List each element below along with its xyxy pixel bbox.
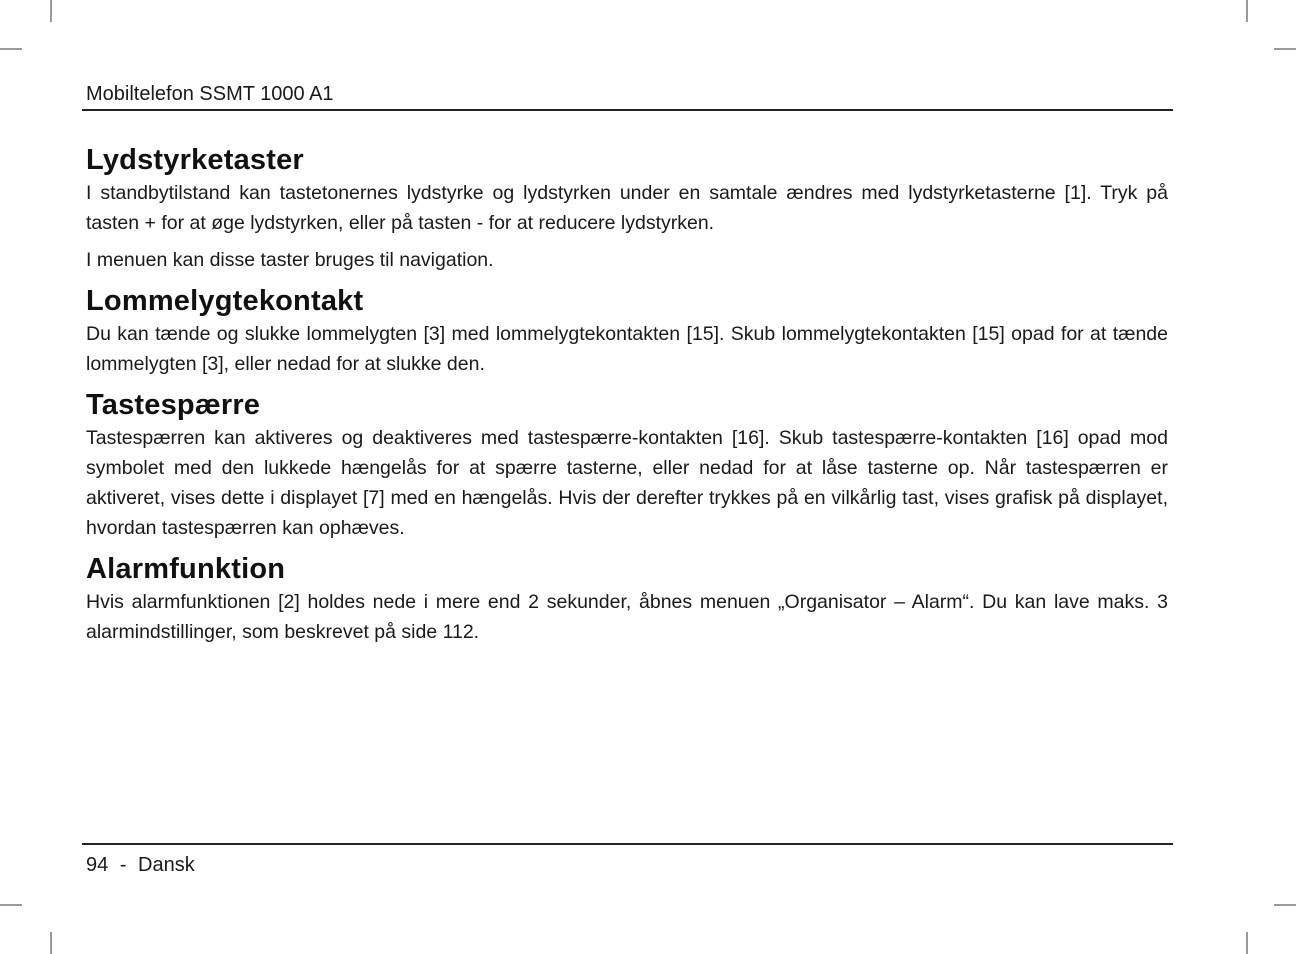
- crop-mark-bottom-left-vertical: [50, 932, 52, 954]
- section-heading: Lommelygtekontakt: [86, 285, 364, 317]
- footer-rule: [82, 843, 1173, 845]
- running-footer: [86, 853, 195, 877]
- section-lommelygtekontakt: [86, 283, 1168, 379]
- section-lydstyrketaster: [86, 142, 1168, 275]
- footer-language: Dansk: [138, 854, 195, 876]
- header-rule: [82, 109, 1173, 111]
- section-alarmfunktion: [86, 551, 1168, 647]
- section-paragraph: I standbytilstand kan tastetonernes lydstyrke og lydstyrken under en samtale ændres med lydstyrketasterne [1]. Tryk på tasten + for at øge lydstyrken, eller på tasten - for at reducere lydstyrken.: [86, 182, 1168, 234]
- crop-mark-top-left-horizontal: [0, 48, 22, 50]
- crop-mark-top-right-horizontal: [1274, 48, 1296, 50]
- crop-mark-top-left-vertical: [50, 0, 52, 22]
- section-heading: Lydstyrketaster: [86, 144, 304, 176]
- page-body: [86, 142, 1168, 652]
- section-heading: Alarmfunktion: [86, 553, 286, 585]
- crop-mark-bottom-right-horizontal: [1274, 904, 1296, 906]
- section-paragraph: I menuen kan disse taster bruges til navigation.: [86, 249, 494, 271]
- section-heading: Tastespærre: [86, 389, 261, 421]
- crop-mark-bottom-left-horizontal: [0, 904, 22, 906]
- footer-separator: -: [119, 854, 127, 876]
- crop-mark-bottom-right-vertical: [1246, 932, 1248, 954]
- section-paragraph: Hvis alarmfunktionen [2] holdes nede i mere end 2 sekunder, åbnes menuen „Organisator – Alarm“. Du kan lave maks. 3 alarmindstillinger, som beskrevet på side 112.: [86, 591, 1168, 643]
- running-header: Mobiltelefon SSMT 1000 A1: [86, 83, 334, 105]
- section-paragraph: Tastespærren kan aktiveres og deaktiveres med tastespærre-kontakten [16]. Skub tastespærre-kontakten [16] opad mod symbolet med den lukkede hængelås for at spærre tasterne, eller nedad for at låse tasterne op. Når tastespærren er aktiveret, vises dette i displayet [7] med en hængelås. Hvis der derefter trykkes på en vilkårlig tast, vises grafisk på displayet, hvordan tastespærren kan ophæves.: [86, 427, 1168, 539]
- section-paragraph: Du kan tænde og slukke lommelygten [3] med lommelygtekontakten [15]. Skub lommelygtekontakten [15] opad for at tænde lommelygten [3], eller nedad for at slukke den.: [86, 323, 1168, 375]
- crop-mark-top-right-vertical: [1246, 0, 1248, 22]
- section-tastespaerre: [86, 387, 1168, 543]
- page-number: 94: [86, 854, 109, 876]
